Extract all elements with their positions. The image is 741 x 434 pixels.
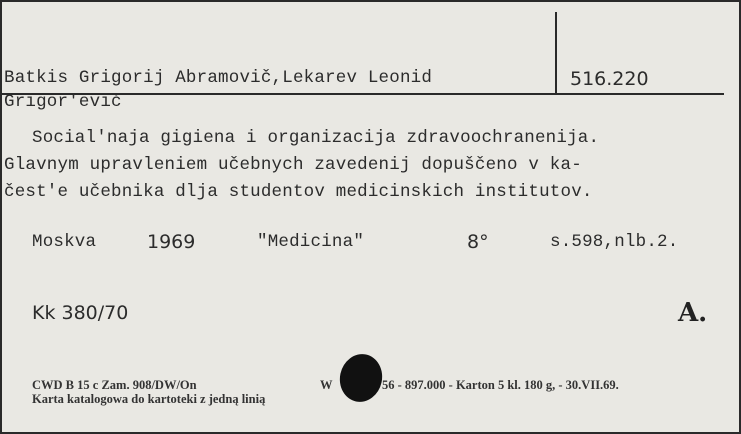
imprint-format: 8° <box>467 231 489 253</box>
handwritten-mark: A. <box>678 298 708 328</box>
ink-blot <box>335 350 386 406</box>
title-line-2: Glavnym upravleniem učebnych zavedenij dopuščeno v ka- <box>4 155 582 175</box>
vertical-rule <box>555 12 557 94</box>
imprint-publisher: "Medicina" <box>257 232 365 252</box>
imprint-place: Moskva <box>32 232 97 252</box>
authors-line-1: Batkis Grigorij Abramovič,Lekarev Leonid <box>4 68 433 88</box>
footer-line-1-w: W <box>320 378 333 392</box>
accession-number: Kk 380/70 <box>32 302 129 324</box>
imprint-pages: s.598,nlb.2. <box>550 232 679 252</box>
authors-line-2: Grigor'evič <box>4 92 122 112</box>
title-line-1: Social'naja gigiena i organizacija zdravoochranenija. <box>32 128 600 148</box>
footer-line-1-left: CWD B 15 c Zam. 908/DW/On <box>32 378 197 392</box>
title-line-3: čest'e učebnika dlja studentov medicinskich institutov. <box>4 182 593 202</box>
footer-line-2: Karta katalogowa do kartoteki z jedną linią <box>32 392 266 406</box>
call-number: 516.220 <box>570 68 649 90</box>
imprint-year: 1969 <box>147 231 196 253</box>
footer-line-1-right: 56 - 897.000 - Karton 5 kl. 180 g, - 30.VII.69. <box>382 378 619 392</box>
